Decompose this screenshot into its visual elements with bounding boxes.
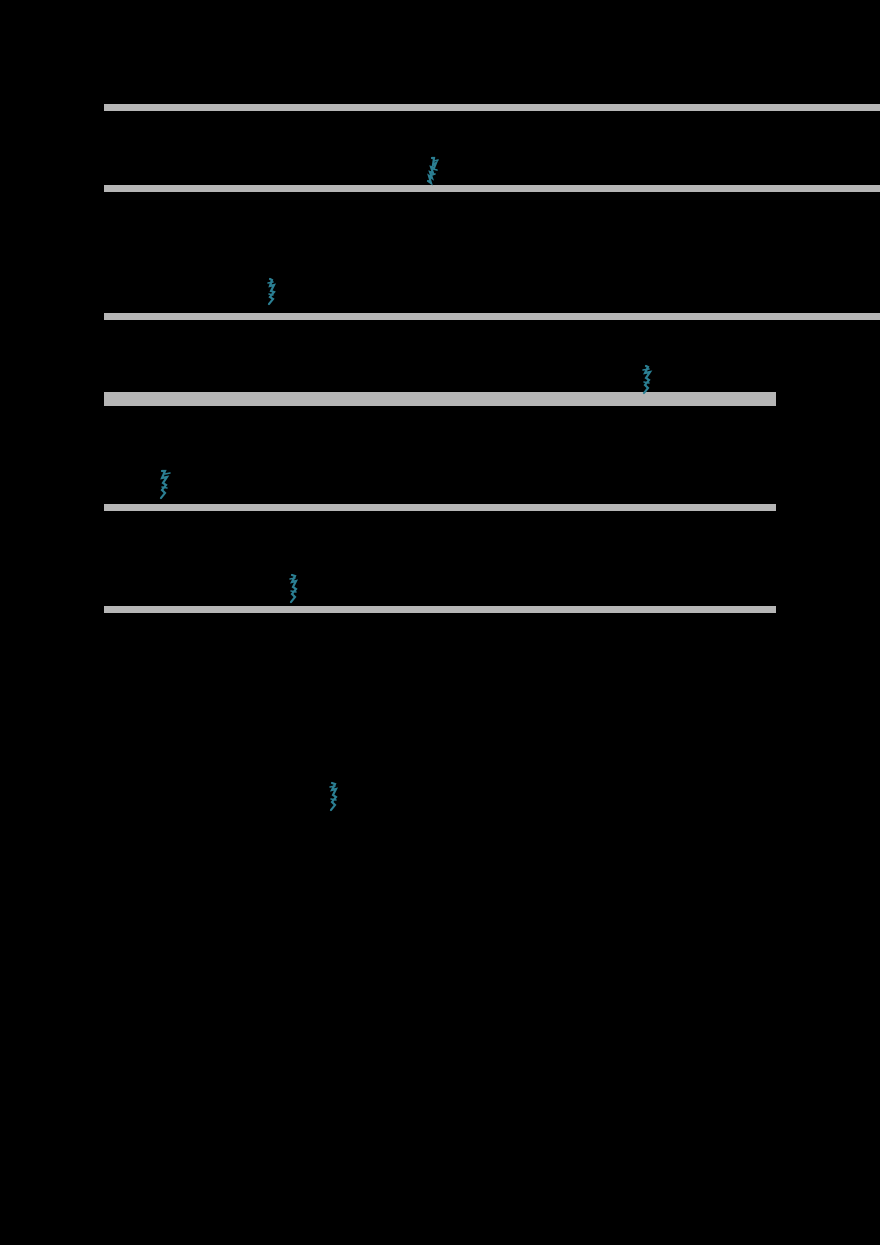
rule-header-bottom [104,185,776,192]
table-row [104,511,430,605]
rule-row-1-bottom-tail [776,313,880,320]
rule-header-bottom-tail [776,185,880,192]
handwritten-annotation-1 [422,156,446,188]
table-row [430,511,776,605]
handwritten-annotation-6 [323,781,345,813]
rule-top [104,104,880,111]
rule-row-1-bottom [104,313,776,320]
rule-table-bottom [104,606,776,613]
table-row [104,406,430,503]
table-row [104,320,430,391]
rule-row-2-bottom [104,392,776,406]
rule-row-3-bottom [104,504,776,511]
table-row [430,192,776,312]
table-row [430,406,776,503]
table-row [104,192,430,312]
table-row [430,320,776,391]
